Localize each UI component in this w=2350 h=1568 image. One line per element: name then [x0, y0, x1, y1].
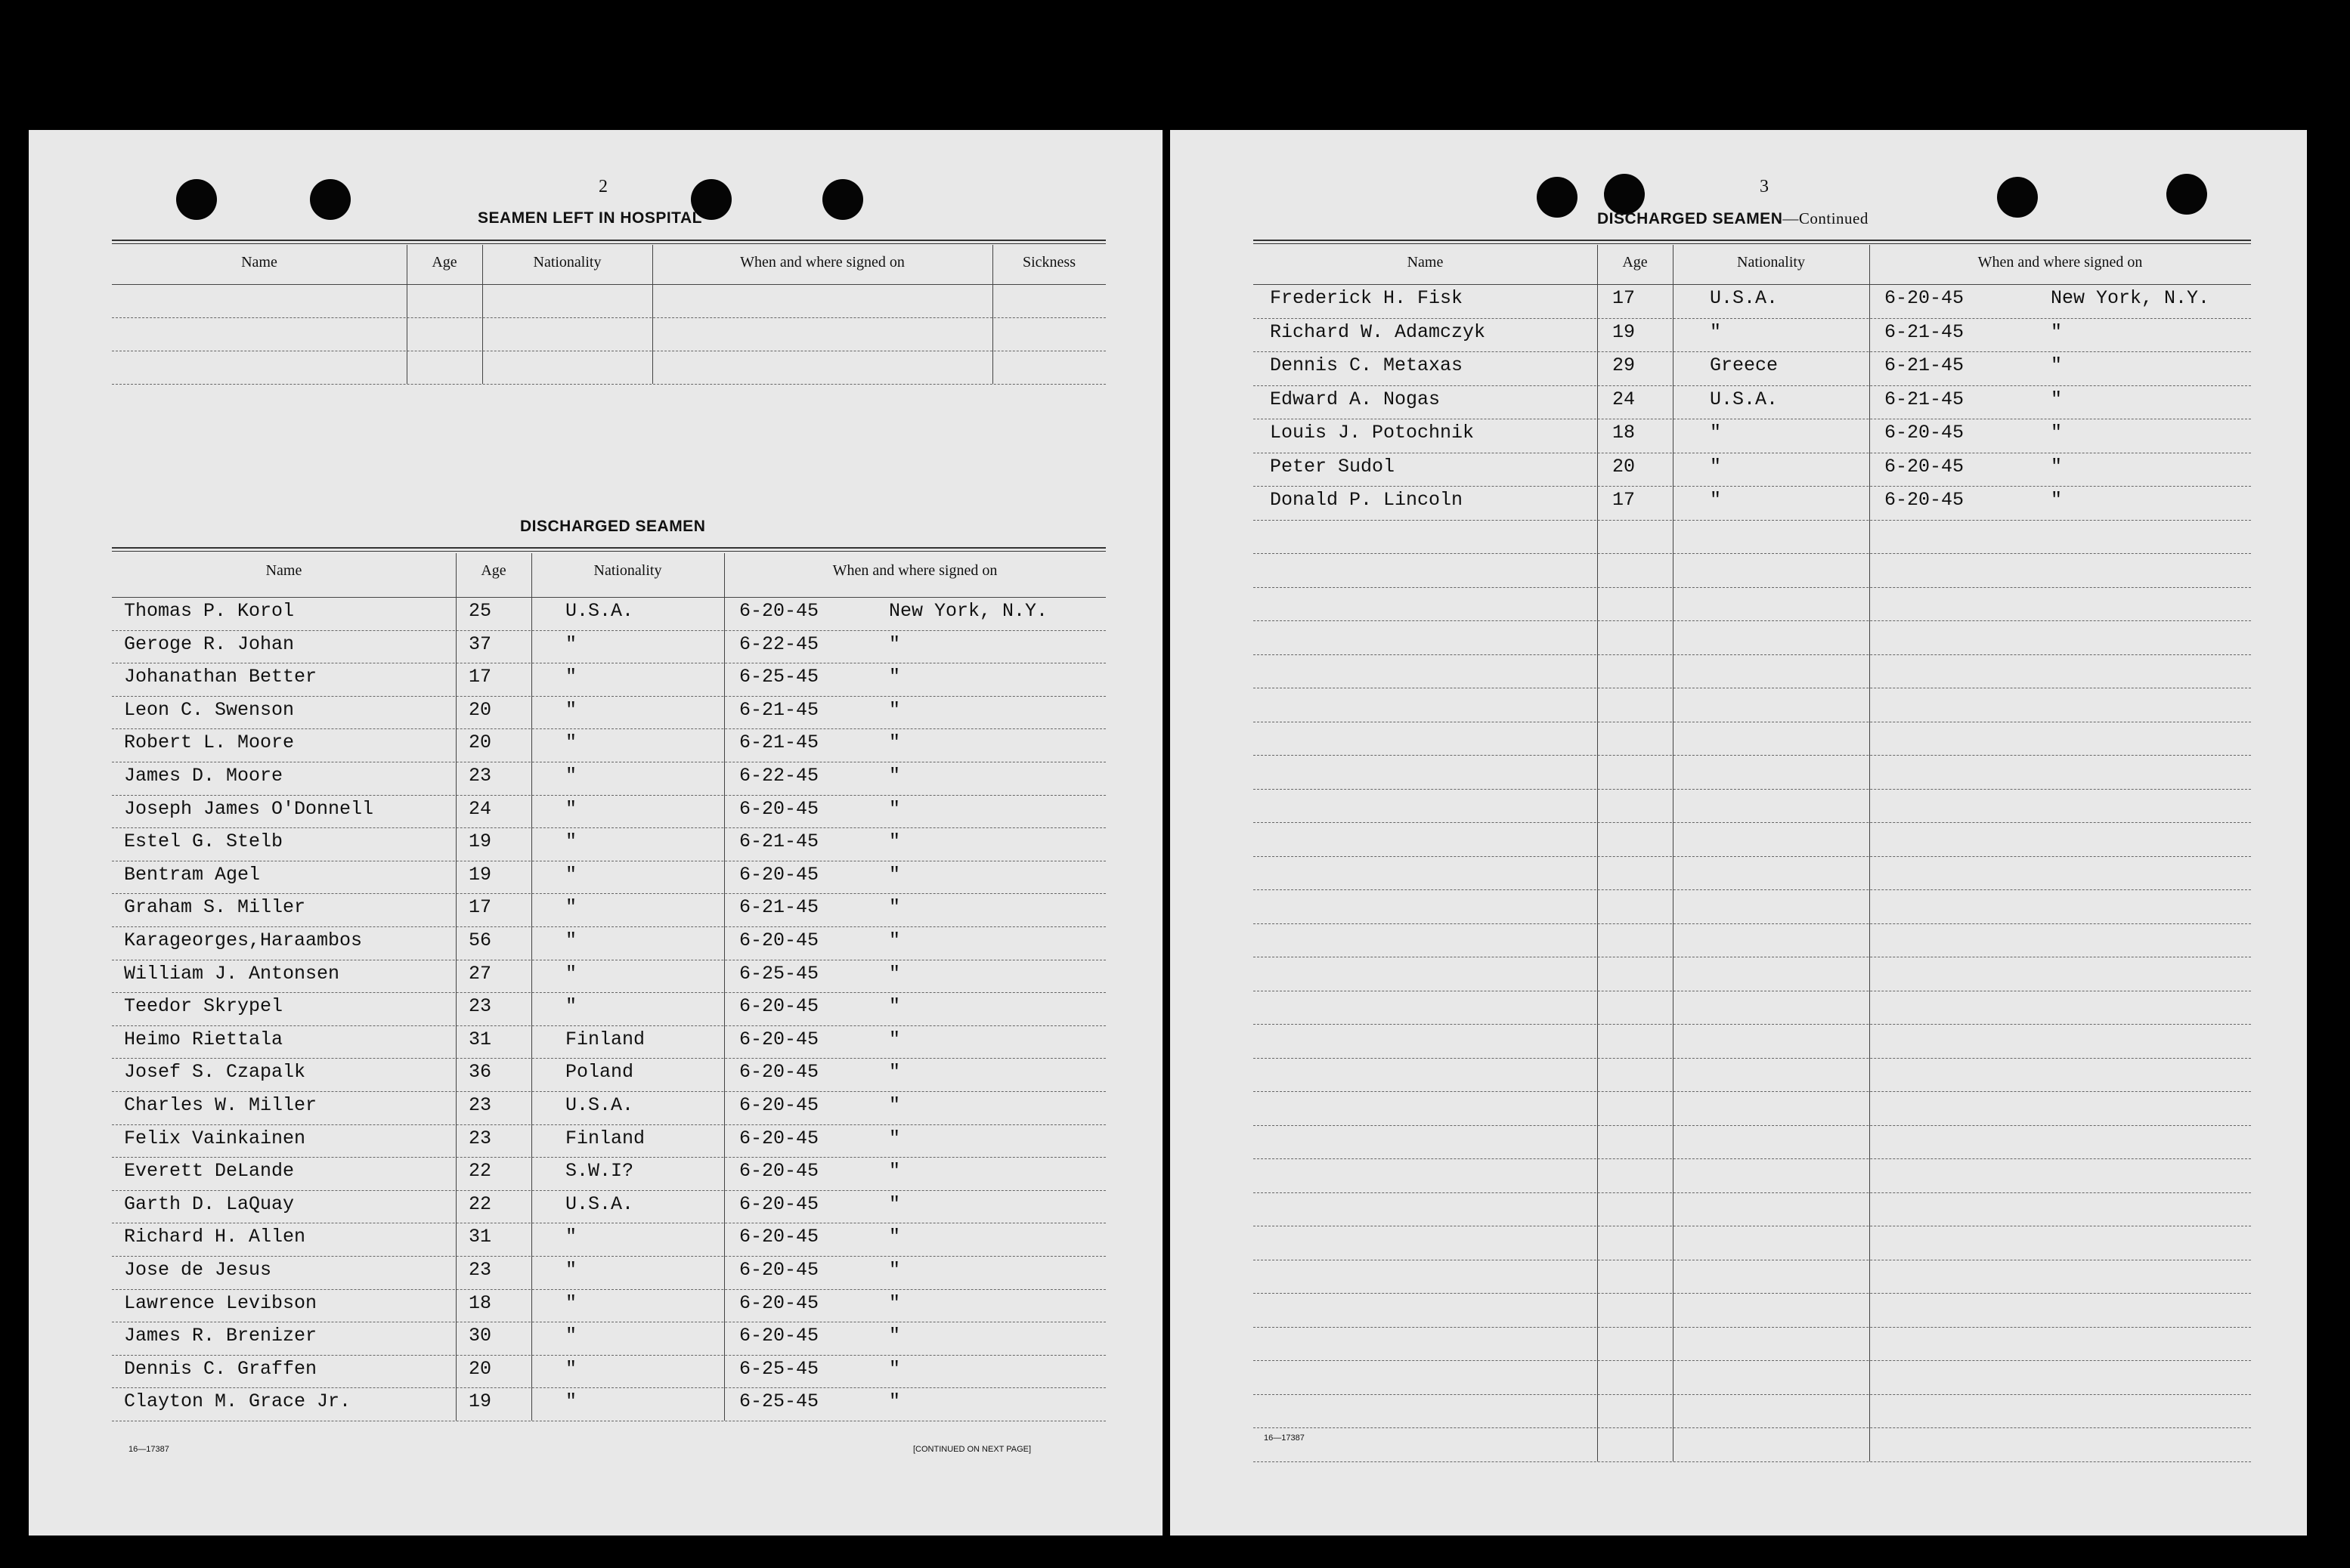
cell-name: Felix Vainkainen [124, 1127, 306, 1149]
cell-nationality: S.W.I? [565, 1160, 634, 1183]
cell-nationality: Poland [565, 1061, 634, 1084]
cell-place: " [2051, 388, 2063, 410]
row-rule [1253, 1024, 2251, 1025]
row-rule [112, 317, 1106, 318]
cell-nationality: U.S.A. [565, 600, 634, 622]
cell-nationality: " [565, 632, 577, 655]
row-rule [112, 1289, 1106, 1290]
cell-age: 37 [469, 632, 492, 655]
cell-age: 29 [1612, 354, 1636, 376]
cell-date: 6-21-45 [739, 830, 819, 853]
row-rule [1253, 789, 2251, 790]
cell-nationality: " [565, 1390, 577, 1413]
cell-age: 20 [1612, 455, 1636, 478]
cell-name: Heimo Riettala [124, 1028, 283, 1050]
cell-nationality: " [565, 929, 577, 951]
row-rule [1253, 351, 2251, 352]
row-rule [1253, 1125, 2251, 1126]
cell-nationality: " [565, 1325, 577, 1347]
discharged-section-title: DISCHARGED SEAMEN [520, 518, 706, 535]
cell-name: Donald P. Lincoln [1270, 489, 1463, 511]
cell-place: " [2051, 320, 2063, 343]
cell-age: 19 [469, 830, 492, 853]
row-rule [1253, 1058, 2251, 1059]
cell-place: " [2051, 455, 2063, 478]
cell-place: " [889, 1094, 901, 1116]
cell-name: Joseph James O'Donnell [124, 797, 374, 820]
cell-nationality: " [565, 765, 577, 787]
cell-nationality: " [565, 1226, 577, 1248]
cell-nationality: " [1710, 422, 1722, 444]
cell-age: 22 [469, 1192, 492, 1215]
double-rule [112, 547, 1106, 552]
cell-age: 24 [469, 797, 492, 820]
cell-nationality: " [565, 731, 577, 754]
cell-nationality: " [565, 830, 577, 853]
column-header: Nationality [533, 254, 602, 271]
cell-age: 18 [1612, 422, 1636, 444]
cell-name: Teedor Skrypel [124, 995, 283, 1018]
punch-hole [822, 179, 863, 220]
row-rule [112, 827, 1106, 828]
cell-name: Frederick H. Fisk [1270, 287, 1463, 309]
column-header: Name [241, 254, 277, 271]
cell-place: " [889, 632, 901, 655]
row-rule [1253, 1091, 2251, 1092]
row-rule [1253, 1394, 2251, 1395]
cell-name: Geroge R. Johan [124, 632, 295, 655]
cell-name: Johanathan Better [124, 666, 317, 688]
cell-name: Leon C. Swenson [124, 698, 295, 721]
cell-date: 6-20-45 [739, 995, 819, 1018]
row-rule [112, 728, 1106, 729]
cell-place: " [889, 929, 901, 951]
header-rule [112, 284, 1106, 285]
cell-name: Josef S. Czapalk [124, 1061, 306, 1084]
cell-age: 31 [469, 1226, 492, 1248]
cell-name: Everett DeLande [124, 1160, 295, 1183]
row-rule [112, 1190, 1106, 1191]
row-rule [1253, 587, 2251, 588]
cell-date: 6-21-45 [739, 698, 819, 721]
row-rule [1253, 889, 2251, 890]
continued-note: [CONTINUED ON NEXT PAGE] [913, 1445, 1032, 1454]
cell-age: 23 [469, 765, 492, 787]
cell-date: 6-21-45 [1884, 388, 1965, 410]
cell-name: Peter Sudol [1270, 455, 1395, 478]
cell-name: Richard W. Adamczyk [1270, 320, 1486, 343]
column-header: Name [265, 562, 302, 579]
cell-age: 56 [469, 929, 492, 951]
cell-date: 6-20-45 [739, 1028, 819, 1050]
cell-date: 6-20-45 [739, 1061, 819, 1084]
continued-title-main: DISCHARGED SEAMEN [1597, 210, 1783, 227]
cell-place: " [889, 896, 901, 919]
cell-name: Robert L. Moore [124, 731, 295, 754]
continued-title-suffix: —Continued [1782, 209, 1869, 227]
cell-date: 6-20-45 [739, 863, 819, 886]
cell-age: 20 [469, 698, 492, 721]
column-header: When and where signed on [740, 254, 905, 271]
column-divider [1597, 245, 1598, 1461]
cell-nationality: " [565, 863, 577, 886]
cell-date: 6-22-45 [739, 765, 819, 787]
row-rule [112, 1025, 1106, 1026]
column-header: When and where signed on [1977, 254, 2143, 271]
cell-place: " [889, 995, 901, 1018]
left-page [29, 130, 1163, 1536]
cell-nationality: " [565, 995, 577, 1018]
row-rule [1253, 1158, 2251, 1159]
row-rule [1253, 923, 2251, 924]
row-rule [112, 1157, 1106, 1158]
cell-nationality: " [565, 1291, 577, 1314]
cell-place: " [889, 863, 901, 886]
right-page [1170, 130, 2307, 1536]
row-rule [112, 1355, 1106, 1356]
cell-age: 22 [469, 1160, 492, 1183]
form-number: 16—17387 [1264, 1433, 1305, 1443]
cell-nationality: " [1710, 320, 1722, 343]
row-rule [1253, 486, 2251, 487]
row-rule [112, 696, 1106, 697]
cell-name: Charles W. Miller [124, 1094, 317, 1116]
punch-hole [1537, 177, 1578, 218]
cell-name: Bentram Agel [124, 863, 261, 886]
column-divider [1869, 245, 1870, 1461]
cell-date: 6-21-45 [1884, 320, 1965, 343]
row-rule [1253, 654, 2251, 655]
cell-date: 6-20-45 [739, 797, 819, 820]
row-rule [112, 384, 1106, 385]
punch-hole [176, 179, 217, 220]
row-rule [1253, 1461, 2251, 1462]
cell-date: 6-20-45 [739, 1325, 819, 1347]
cell-date: 6-22-45 [739, 632, 819, 655]
cell-place: " [889, 1226, 901, 1248]
cell-age: 19 [469, 1390, 492, 1413]
row-rule [1253, 856, 2251, 857]
cell-nationality: " [1710, 455, 1722, 478]
column-divider [724, 553, 725, 1421]
punch-hole [1604, 174, 1645, 215]
column-header: Name [1407, 254, 1444, 271]
cell-date: 6-20-45 [739, 1226, 819, 1248]
row-rule [112, 795, 1106, 796]
cell-nationality: U.S.A. [565, 1094, 634, 1116]
cell-date: 6-20-45 [739, 1259, 819, 1281]
row-rule [112, 926, 1106, 927]
cell-place: " [889, 962, 901, 985]
cell-age: 24 [1612, 388, 1636, 410]
row-rule [1253, 318, 2251, 319]
cell-name: Estel G. Stelb [124, 830, 283, 853]
row-rule [112, 893, 1106, 894]
cell-place: " [889, 666, 901, 688]
cell-date: 6-25-45 [739, 1357, 819, 1380]
cell-nationality: U.S.A. [565, 1192, 634, 1215]
double-rule [1253, 240, 2251, 244]
cell-age: 20 [469, 731, 492, 754]
column-header: When and where signed on [832, 562, 998, 579]
column-header: Sickness [1023, 254, 1076, 271]
cell-date: 6-20-45 [739, 1094, 819, 1116]
cell-name: James D. Moore [124, 765, 283, 787]
cell-place: " [889, 698, 901, 721]
cell-date: 6-20-45 [1884, 422, 1965, 444]
cell-name: Dennis C. Metaxas [1270, 354, 1463, 376]
header-rule [1253, 284, 2251, 285]
column-divider [456, 553, 457, 1421]
row-rule [112, 1058, 1106, 1059]
form-number: 16—17387 [128, 1445, 169, 1454]
column-header: Age [432, 254, 457, 271]
cell-age: 17 [469, 896, 492, 919]
cell-place: " [889, 1160, 901, 1183]
cell-name: Graham S. Miller [124, 896, 306, 919]
punch-hole [1997, 177, 2038, 218]
column-header: Nationality [1737, 254, 1805, 271]
cell-nationality: U.S.A. [1710, 287, 1779, 309]
cell-name: James R. Brenizer [124, 1325, 317, 1347]
cell-age: 23 [469, 995, 492, 1018]
cell-age: 17 [1612, 489, 1636, 511]
row-rule [112, 1091, 1106, 1092]
row-rule [112, 1256, 1106, 1257]
cell-place: " [2051, 422, 2063, 444]
row-rule [1253, 1427, 2251, 1428]
cell-place: " [889, 1325, 901, 1347]
punch-hole [2166, 174, 2207, 215]
row-rule [1253, 822, 2251, 823]
double-rule [112, 240, 1106, 244]
cell-name: Louis J. Potochnik [1270, 422, 1475, 444]
cell-place: " [889, 1192, 901, 1215]
cell-age: 30 [469, 1325, 492, 1347]
row-rule [1253, 520, 2251, 521]
cell-place: " [889, 1390, 901, 1413]
cell-name: Garth D. LaQuay [124, 1192, 295, 1215]
continued-title [1597, 209, 1869, 228]
row-rule [1253, 385, 2251, 386]
cell-date: 6-25-45 [739, 1390, 819, 1413]
cell-date: 6-20-45 [739, 1127, 819, 1149]
cell-date: 6-20-45 [1884, 455, 1965, 478]
cell-place: " [889, 830, 901, 853]
cell-age: 36 [469, 1061, 492, 1084]
cell-nationality: " [565, 666, 577, 688]
cell-date: 6-20-45 [1884, 287, 1965, 309]
row-rule [1253, 553, 2251, 554]
cell-age: 23 [469, 1094, 492, 1116]
row-rule [1253, 1192, 2251, 1193]
cell-name: Dennis C. Graffen [124, 1357, 317, 1380]
cell-name: Lawrence Levibson [124, 1291, 317, 1314]
cell-date: 6-20-45 [739, 1160, 819, 1183]
cell-place: " [889, 1028, 901, 1050]
cell-place: " [2051, 354, 2063, 376]
page-number: 3 [1760, 177, 1769, 196]
cell-age: 19 [1612, 320, 1636, 343]
header-rule [112, 597, 1106, 598]
cell-date: 6-21-45 [739, 731, 819, 754]
cell-name: Richard H. Allen [124, 1226, 306, 1248]
cell-age: 20 [469, 1357, 492, 1380]
cell-age: 17 [1612, 287, 1636, 309]
cell-place: New York, N.Y. [2051, 287, 2210, 309]
column-header: Nationality [593, 562, 662, 579]
cell-date: 6-25-45 [739, 666, 819, 688]
cell-date: 6-20-45 [739, 929, 819, 951]
cell-date: 6-20-45 [739, 1192, 819, 1215]
cell-nationality: " [565, 698, 577, 721]
cell-name: William J. Antonsen [124, 962, 340, 985]
row-rule [1253, 755, 2251, 756]
cell-place: " [889, 797, 901, 820]
cell-age: 19 [469, 863, 492, 886]
cell-place: " [889, 1259, 901, 1281]
cell-nationality: " [565, 1357, 577, 1380]
row-rule [112, 1124, 1106, 1125]
cell-date: 6-21-45 [1884, 354, 1965, 376]
cell-age: 23 [469, 1127, 492, 1149]
cell-age: 31 [469, 1028, 492, 1050]
cell-place: " [889, 765, 901, 787]
row-rule [1253, 620, 2251, 621]
cell-date: 6-21-45 [739, 896, 819, 919]
column-divider [531, 553, 532, 1421]
cell-nationality: Finland [565, 1127, 646, 1149]
cell-name: Karageorges,Haraambos [124, 929, 363, 951]
hospital-section-title: SEAMEN LEFT IN HOSPITAL [478, 209, 702, 227]
row-rule [1253, 1360, 2251, 1361]
page-number: 2 [599, 177, 608, 196]
row-rule [112, 1387, 1106, 1388]
punch-hole [310, 179, 351, 220]
cell-place: " [889, 1127, 901, 1149]
cell-nationality: " [565, 962, 577, 985]
cell-place: " [889, 1061, 901, 1084]
cell-place: " [2051, 489, 2063, 511]
column-header: Age [1622, 254, 1648, 271]
cell-nationality: Greece [1710, 354, 1779, 376]
cell-age: 23 [469, 1259, 492, 1281]
cell-nationality: U.S.A. [1710, 388, 1779, 410]
cell-date: 6-25-45 [739, 962, 819, 985]
column-header: Age [481, 562, 506, 579]
cell-nationality: Finland [565, 1028, 646, 1050]
cell-age: 25 [469, 600, 492, 622]
row-rule [1253, 1327, 2251, 1328]
cell-age: 17 [469, 666, 492, 688]
row-rule [112, 992, 1106, 993]
cell-nationality: " [565, 1259, 577, 1281]
cell-age: 18 [469, 1291, 492, 1314]
cell-nationality: " [565, 797, 577, 820]
cell-name: Thomas P. Korol [124, 600, 295, 622]
row-rule [112, 630, 1106, 631]
cell-name: Jose de Jesus [124, 1259, 272, 1281]
cell-age: 27 [469, 962, 492, 985]
cell-date: 6-20-45 [739, 600, 819, 622]
cell-nationality: " [1710, 489, 1722, 511]
cell-place: " [889, 1291, 901, 1314]
cell-date: 6-20-45 [1884, 489, 1965, 511]
cell-name: Clayton M. Grace Jr. [124, 1390, 351, 1413]
cell-place: " [889, 731, 901, 754]
cell-name: Edward A. Nogas [1270, 388, 1441, 410]
cell-place: New York, N.Y. [889, 600, 1048, 622]
row-rule [1253, 1293, 2251, 1294]
cell-place: " [889, 1357, 901, 1380]
cell-nationality: " [565, 896, 577, 919]
cell-date: 6-20-45 [739, 1291, 819, 1314]
